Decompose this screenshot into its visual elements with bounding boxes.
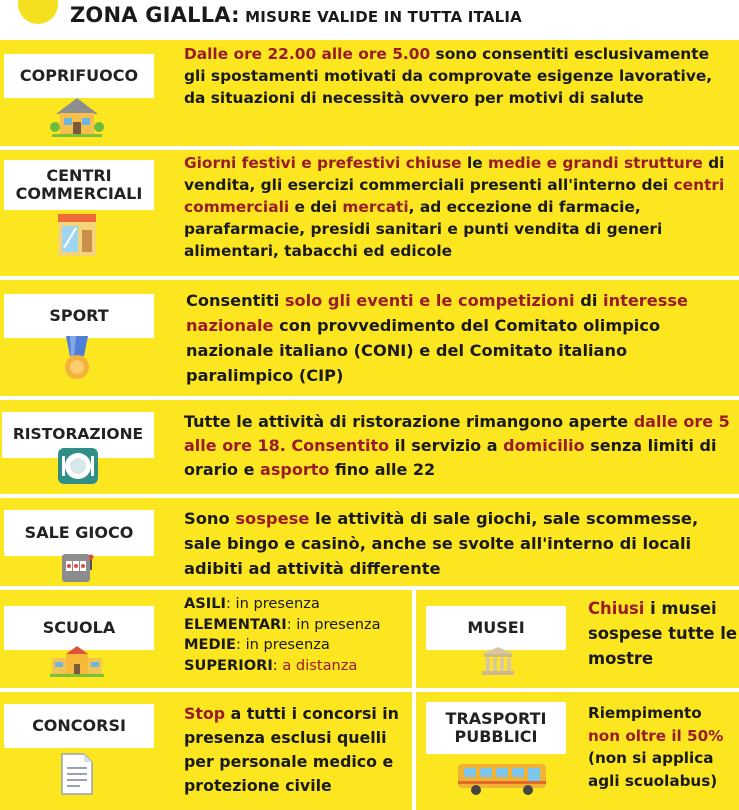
label-ristorazione: RISTORAZIONE <box>2 412 154 458</box>
page-title <box>70 3 522 27</box>
section-sport <box>0 280 739 396</box>
scuola-value-asili: : in presenza <box>225 595 320 612</box>
text-centri-part1: Giorni festivi e prefestivi chiuse <box>184 154 462 172</box>
label-centri-line1: CENTRI <box>46 165 112 185</box>
label-sale-gioco: SALE GIOCO <box>4 510 154 556</box>
text-ristorazione-part7: senza limiti di orario e <box>184 436 717 479</box>
shop-icon <box>56 212 98 258</box>
text-coprifuoco <box>184 43 732 109</box>
label-sport: SPORT <box>4 294 154 338</box>
title-sub: MISURE VALIDE IN TUTTA ITALIA <box>239 8 522 26</box>
text-ristorazione-part1: Tutte le attività di ristorazione rimangono aperte <box>184 412 634 431</box>
section-centri-commerciali <box>0 150 739 276</box>
scuola-line-elementari <box>184 615 410 636</box>
text-sport <box>186 288 734 388</box>
scuola-key-asili: ASILI <box>184 595 226 612</box>
label-scuola: SCUOLA <box>4 606 154 650</box>
scuola-line-asili <box>184 594 410 615</box>
section-sale-gioco <box>0 498 739 586</box>
text-trasporti <box>588 702 738 792</box>
text-ristorazione-part2: dalle ore 5 alle ore 18. <box>184 412 730 455</box>
text-scuola <box>184 594 410 676</box>
header <box>0 0 739 36</box>
text-ristorazione-part6: domicilio <box>503 436 585 455</box>
label-trasporti-line1: TRASPORTI <box>445 708 547 728</box>
text-sport-part2: solo gli eventi e le competizioni <box>284 291 575 310</box>
text-concorsi-part1: Stop <box>184 704 226 723</box>
label-centri-commerciali <box>4 160 154 210</box>
text-centri-part4: di vendita, gli esercizi commerciali presenti all'interno dei <box>184 154 725 194</box>
label-concorsi: CONCORSI <box>4 704 154 748</box>
yellow-circle <box>18 0 58 24</box>
label-centri-line2: COMMERCIALI <box>15 184 143 203</box>
scuola-value-superiori: a distanza <box>282 656 358 674</box>
text-centri-commerciali <box>184 152 734 262</box>
scuola-value-medie: : in presenza <box>236 636 330 653</box>
house-icon <box>50 94 104 138</box>
text-centri-part7: mercati <box>342 198 409 216</box>
label-trasporti-line2: PUBBLICI <box>454 727 538 746</box>
section-coprifuoco <box>0 40 739 146</box>
section-musei <box>416 590 739 688</box>
text-sale-part1: Sono <box>184 509 236 528</box>
scuola-key-medie: MEDIE <box>184 636 237 653</box>
bus-icon <box>456 762 548 796</box>
label-musei: MUSEI <box>426 606 566 650</box>
text-ristorazione <box>184 410 734 482</box>
text-concorsi <box>184 702 410 798</box>
text-trasporti-part2: non oltre il 50% <box>588 726 724 745</box>
scuola-line-medie <box>184 635 410 656</box>
text-sport-part4: interesse nazionale <box>186 291 689 335</box>
school-icon <box>48 644 106 678</box>
text-sale-part3: le attività di sale giochi, sale scommesse, sale bingo e casinò, anche se svolte all'interno di locali adibiti ad attività differente <box>184 509 699 578</box>
scuola-value-elementari: : in presenza <box>286 615 381 633</box>
scuola-key-superiori: SUPERIORI <box>184 656 273 674</box>
text-ristorazione-part5: il servizio a <box>389 436 504 455</box>
text-concorsi-part2: a tutti i concorsi in presenza esclusi quelli per personale medico e protezione civile <box>184 704 399 795</box>
text-coprifuoco-rest: sono consentiti esclusivamente gli spostamenti motivati da comprovate esigenze lavorative, da situazioni di necessità ovvero per motivi di salute <box>184 45 713 107</box>
label-trasporti <box>426 702 566 754</box>
text-centri-part8: , ad eccezione di farmacie, parafarmacie, presidi sanitari e punti vendita di generi alimentari, tabacchi ed edicole <box>184 198 663 260</box>
text-sport-part1: Consentiti <box>186 291 285 310</box>
medal-icon <box>62 336 92 382</box>
text-sale-part2: sospese <box>235 509 310 528</box>
text-ristorazione-part9: fino alle 22 <box>329 460 436 479</box>
text-centri-part6: e dei <box>289 198 343 216</box>
text-trasporti-part3: (non si applica agli scuolabus) <box>588 749 718 790</box>
text-centri-part5: centri commerciali <box>184 176 725 216</box>
scuola-value-superiori-sep: : <box>272 656 283 674</box>
text-musei <box>588 596 738 671</box>
text-sport-part3: di <box>574 291 604 310</box>
document-icon <box>60 752 94 796</box>
title-main: ZONA GIALLA: <box>70 3 240 27</box>
text-coprifuoco-hours: Dalle ore 22.00 alle ore 5.00 <box>184 45 431 63</box>
label-coprifuoco: COPRIFUOCO <box>4 54 154 98</box>
slot-machine-icon <box>60 552 94 584</box>
text-musei-part2: i musei sospese tutte le mostre <box>588 599 737 668</box>
text-sale-gioco <box>184 506 734 581</box>
text-ristorazione-part8: asporto <box>260 460 330 479</box>
text-ristorazione-part4: Consentito <box>291 436 390 455</box>
text-centri-part2: le <box>461 154 489 172</box>
scuola-key-elementari: ELEMENTARI <box>184 615 287 633</box>
museum-icon <box>480 646 516 676</box>
section-scuola <box>0 590 412 688</box>
section-trasporti <box>416 692 739 810</box>
section-concorsi <box>0 692 412 810</box>
section-ristorazione <box>0 400 739 494</box>
text-centri-part3: medie e grandi strutture <box>488 154 703 172</box>
text-musei-part1: Chiusi <box>588 599 645 618</box>
scuola-line-superiori <box>184 656 410 677</box>
text-trasporti-part1: Riempimento <box>588 704 702 722</box>
text-sport-part5: con provvedimento del Comitato olimpico nazionale italiano (CONI) e del Comitato italiano paralimpico (CIP) <box>186 316 661 385</box>
plate-icon <box>58 448 98 484</box>
